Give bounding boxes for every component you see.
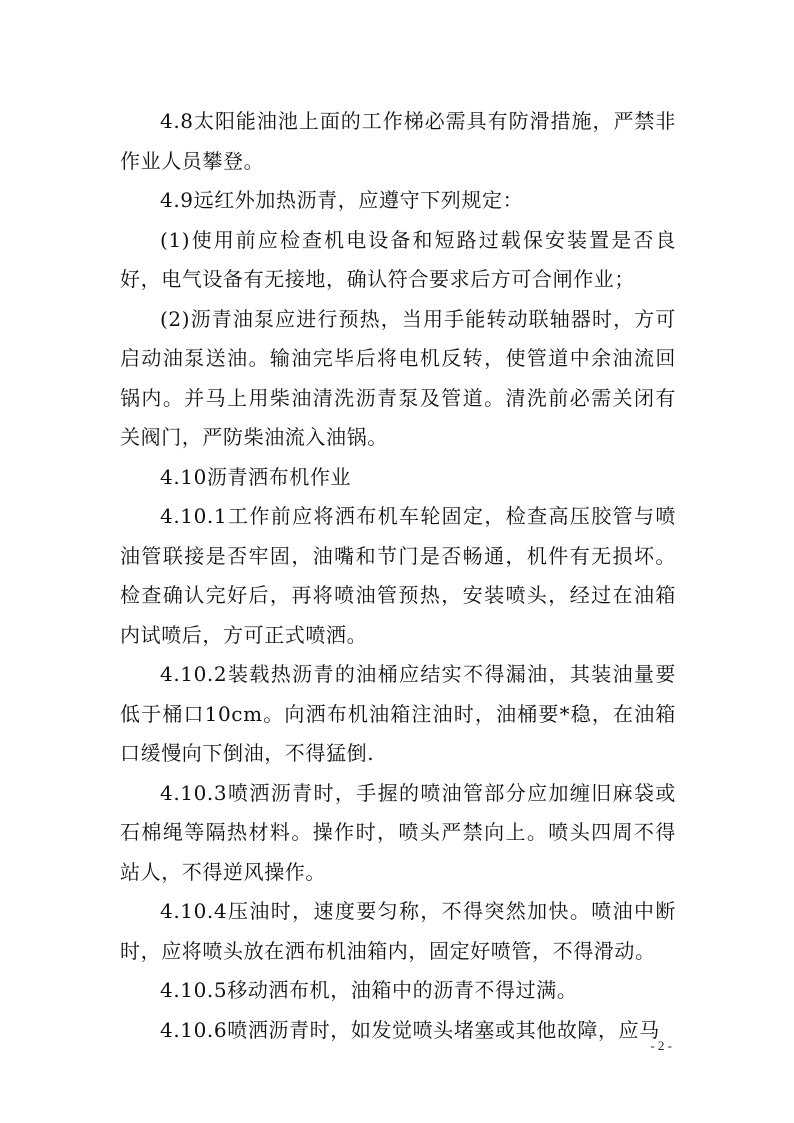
paragraph-4-9: 4.9远红外加热沥青，应遵守下列规定： <box>160 188 524 212</box>
paragraph-4-9-item-2: (2)沥青油泵应进行预热，当用手能转动联轴器时，方可启动油泵送油。输油完毕后将电机反转，使管道中余油流回锅内。并马上用柴油清洗沥青泵及管道。清洗前必需关闭有关阀门，严防柴油流入油锅。 <box>120 306 676 449</box>
section-heading-4-10: 4.10沥青洒布机作业 <box>160 464 352 489</box>
paragraph-4-10-5: 4.10.5移动洒布机，油箱中的沥青不得过满。 <box>160 978 578 1002</box>
paragraph-4-10-2: 4.10.2装载热沥青的油桶应结实不得漏油，其装油量要低于桶口10cm。向洒布机油箱注油时，油桶要*稳，在油箱口缓慢向下倒油，不得猛倒. <box>120 662 676 765</box>
page-number: - 2 - <box>650 1038 672 1053</box>
paragraph-4-10-3: 4.10.3喷洒沥青时，手握的喷油管部分应加缠旧麻袋或石棉绳等隔热材料。操作时，喷头严禁向上。喷头四周不得站人，不得逆风操作。 <box>120 780 676 884</box>
document-body <box>120 102 676 1050</box>
paragraph-4-10-4: 4.10.4压油时，速度要匀称，不得突然加快。喷油中断时，应将喷头放在洒布机油箱内，固定好喷管，不得滑动。 <box>120 899 676 963</box>
paragraph-4-8: 4.8太阳能油池上面的工作梯必需具有防滑措施，严禁非作业人员攀登。 <box>120 109 676 173</box>
paragraph-4-9-item-1: (1)使用前应检查机电设备和短路过载保安装置是否良好，电气设备有无接地，确认符合要求后方可合闸作业； <box>120 227 676 291</box>
paragraph-4-10-6: 4.10.6喷洒沥青时，如发觉喷头堵塞或其他故障，应马 <box>160 1017 660 1042</box>
paragraph-4-10-1: 4.10.1工作前应将洒布机车轮固定，检查高压胶管与喷油管联接是否牢固，油嘴和节门是否畅通，机件有无损坏。检查确认完好后，再将喷油管预热，安装喷头，经过在油箱内试喷后，方可正式喷洒。 <box>120 504 676 647</box>
